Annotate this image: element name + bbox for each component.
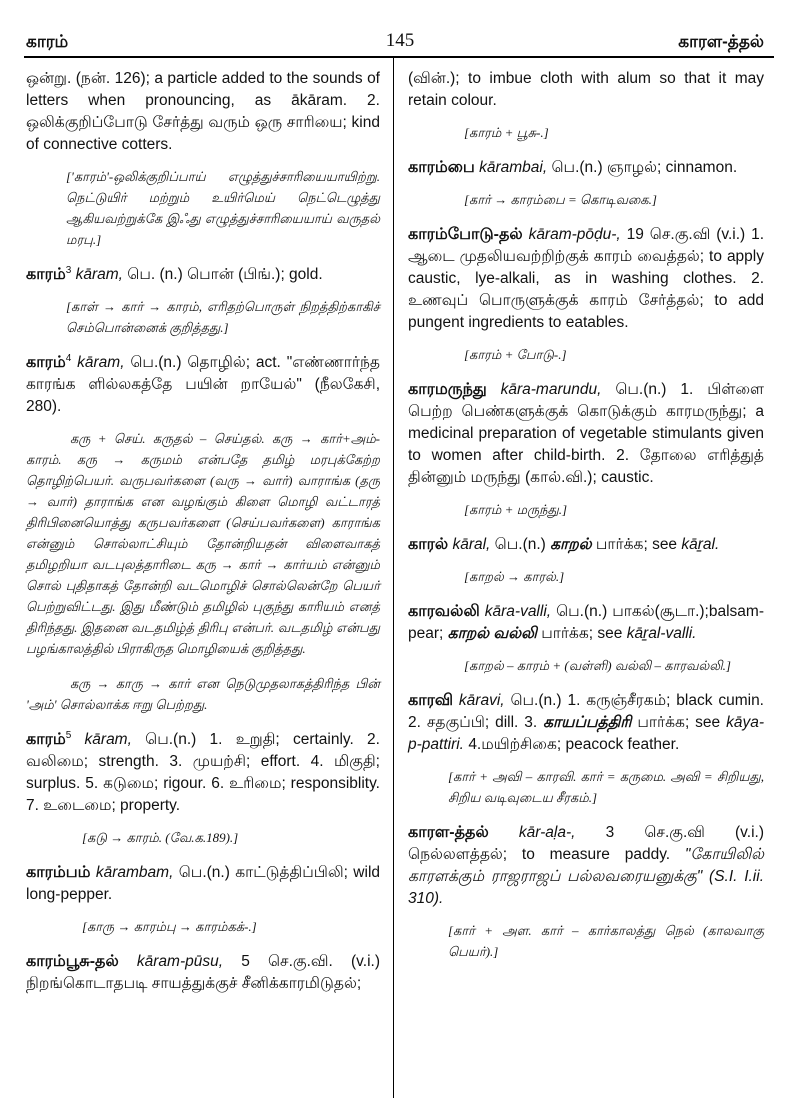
transliteration: kāram, (77, 354, 125, 371)
entry-karavi (408, 690, 764, 756)
definition: 19 செ.கு.வி (v.i.) 1. ஆடை முதலியவற்றிற்குக் காரம் வைத்தல்; to apply caustic, lye-alkali, as in washing clothes. 2. உணவுப் பொருளுக்குக் காரம் சேர்த்தல்; to add pungent ingredients to eatables. (408, 226, 764, 331)
see-text: பார்க்க; see (541, 625, 623, 642)
definition: 3 செ.கு.வி (v.i.) நெல்லளத்தல்; to measure paddy. (408, 824, 764, 863)
headword: காரள-த்தல் (408, 824, 489, 841)
running-head-left: காரம் (26, 32, 69, 51)
etymology-note: [காரம் + போடு-.] (464, 347, 567, 362)
transliteration: kārambam, (95, 864, 174, 881)
transliteration: kār-aḷa-, (518, 824, 576, 841)
headword: காரம்பம் (26, 864, 91, 881)
transliteration: kāram, (84, 731, 132, 748)
etymology-note: [காரு → காரம்பு → காரம்கக்-.] (82, 919, 257, 934)
continued-definition: (வின்.); to imbue cloth with alum so that it may retain colour. (408, 70, 764, 109)
entry-karambai (408, 157, 764, 179)
transliteration: kāram, (75, 266, 123, 283)
transliteration: kārambai, (479, 159, 548, 176)
etymology-note: [காரம் + மருந்து.] (464, 502, 568, 517)
definition: பெ.(n.) ஞாழல்; cinnamon. (551, 159, 738, 176)
transliteration: kāram-pūsu, (136, 953, 224, 970)
etymology-note: கரு + செய். கருதல் – செய்தல். கரு → கார்+அம்- காரம். கரு → கருமம் என்பதே தமிழ் மரபுக்கேற்ற தொழிற்பெயர். வருபவர்களை (வரு → வார்) வாராங்க (தரு → வார்) தாராங்க என வழங்கும் கிளை மொழி வட்டாரத் திரிபினையொத்து கருபவர்களை (செய்பவர்களை) காராங்க என்னும் சொல்லாட்சியும் தோன்றியதன் விளைவாகத் தமிழறியா வடபுலத்தாரிடை கரு → கார் → கார்யம் என்னும் சொல் புதிதாகத் தோன்றி வடமொழிச் சொல்லென்றே பெயர் பெற்றுவிட்டது. இது மீண்டும் தமிழில் புகுந்து காரியம் எனத் திரிந்தது. இதனை வடதமிழ்த் திரிபு என்பர். வடதமிழ் என்பது பழங்காலத்தில் பிராகிருத மொழியைக் குறித்தது. (26, 431, 380, 656)
transliteration: kāram-pōḍu-, (528, 226, 621, 243)
cross-reference-translit: kāya-p-pattiri. (408, 714, 764, 753)
cross-reference: காறல் (550, 536, 592, 553)
definition: பெ.(n.) 1. உறுதி; certainly. 2. வலிமை; strength. 3. முயற்சி; effort. 4. மிகுதி; surplus. 5. கடுமை; rigour. 6. உரிமை; responsiblity. 7. உடைமை; property. (26, 731, 380, 814)
transliteration: kāra-valli, (484, 603, 552, 620)
transliteration: kāral, (452, 536, 491, 553)
see-text: பார்க்க; see (595, 536, 678, 553)
entry-karampusu (26, 951, 380, 995)
homonym-number: 3 (65, 264, 72, 276)
running-head-right: காரள-த்தல் (678, 32, 764, 51)
quotation: "கோயிலில் காரளக்கும் ராஜராஜப் பல்லவரையனுக்கு" (S.I. I.ii. 310). (408, 846, 764, 907)
entry-karal (408, 534, 764, 556)
headword: காரல் (408, 536, 449, 553)
headword: காரம்பை (408, 159, 475, 176)
entry-karampodu (408, 224, 764, 334)
definition: பெ.(n.) தொழில்; act. "எண்ணார்ந்த காரங்க ளில்லகத்தே பயின் றாயேல்" (நீலகேசி, 280). (26, 354, 380, 415)
cross-reference: காறல் வல்லி (447, 625, 537, 642)
etymology-note: [காரம் + பூசு-.] (464, 125, 549, 140)
etymology-note: [கடு → காரம். (வே.க.189).] (82, 830, 239, 845)
transliteration: kāra-marundu, (500, 381, 602, 398)
header-rule (24, 56, 774, 58)
entry-karam-4 (26, 352, 380, 418)
entry-karala (408, 822, 764, 910)
headword: காரவல்லி (408, 603, 480, 620)
etymology-note: [காறல் → காரல்.] (464, 569, 565, 584)
definition: பெ.(n.) (494, 536, 546, 553)
entry-karam-5 (26, 729, 380, 817)
definition: பெ.(n.) பாகல்(சூடா.);balsam-pear; (408, 603, 764, 642)
homonym-number: 4 (65, 352, 72, 364)
etymology-note: ['காரம்'-ஒலிக்குறிப்பாய் எழுத்துச்சாரியையாயிற்று. நெட்டுயிர் மற்றும் உயிர்மெய் நெட்டெழுத்து ஆகியவற்றுக்கே இஃது எழுத்துச்சாரியையாய் வருதல் மரபு.] (66, 169, 380, 247)
definition: பெ. (n.) பொன் (பிங்.); gold. (127, 266, 323, 283)
entry-karavalli (408, 601, 764, 645)
column-divider (393, 58, 394, 1098)
see-text: பார்க்க; see (637, 714, 721, 731)
headword: காரவி (408, 692, 454, 709)
page-number: 145 (385, 30, 415, 51)
headword: காரமருந்து (408, 381, 487, 398)
headword: காரம் (26, 266, 66, 283)
definition: பெ.(n.) 1. பிள்ளை பெற்ற பெண்களுக்குக் கொடுக்கும் காரமருந்து; a medicinal preparation of vegetable stimulants given to women after child-birth. 2. தோலை எரித்துத் தின்னும் மருந்து (கால்.வி.); caustic. (408, 381, 764, 486)
transliteration: kāravi, (458, 692, 505, 709)
etymology-note: கரு → காரு → கார் என நெடுமுதலாகத்திரிந்த பின் 'அம்' சொல்லாக்க ஈறு பெற்றது. (26, 676, 380, 712)
entry-karam-3 (26, 264, 380, 286)
left-column (26, 68, 380, 1005)
cross-reference: காயப்பத்திரி (543, 714, 632, 731)
homonym-number: 5 (65, 729, 72, 741)
headword: காரம்பூசு-தல் (26, 953, 119, 970)
etymology-note: [கார் → காரம்பை = கொடிவகை.] (464, 192, 657, 207)
cross-reference-translit: kāṟal. (681, 536, 720, 553)
definition: 5 செ.கு.வி. (v.i.) நிறங்கொடாதபடி சாயத்துக்குச் சீனிக்காரமிடுதல்; (26, 953, 380, 992)
right-column (408, 68, 764, 976)
cross-reference-translit: kāṟal-valli. (626, 625, 697, 642)
definition-continued: 4.மயிற்சிகை; peacock feather. (468, 736, 680, 753)
etymology-note: [கார் + அவி – காரவி. கார் = கருமை. அவி = சிறியது, சிறிய வடிவுடைய சீரகம்.] (448, 769, 764, 805)
etymology-note: [காறல் – காரம் + (வள்ளி) வல்லி – காரவல்லி.] (464, 658, 731, 673)
etymology-note: [காள் → கார் → காரம், எரிதற்பொருள் நிறத்திற்காகிச் செம்பொன்னைக் குறித்தது.] (66, 299, 380, 335)
continued-definition: ஒன்று. (நன். 126); a particle added to the sounds of letters when pronouncing, as ākāram. 2. ஒலிக்குறிப்போடு சேர்த்து வரும் ஒரு சாரியை; kind of connective cotters. (26, 70, 380, 153)
definition: பெ.(n.) 1. கருஞ்சீரகம்; black cumin. 2. சதகுப்பி; dill. 3. (408, 692, 764, 731)
entry-karambam (26, 862, 380, 906)
entry-karamarundu (408, 379, 764, 489)
headword: காரம்போடு-தல் (408, 226, 523, 243)
headword: காரம் (26, 731, 66, 748)
etymology-note: [கார் + அள. கார் – கார்காலத்து நெல் (காலவாகு பெயர்).] (448, 923, 764, 959)
definition: பெ.(n.) காட்டுத்திப்பிலி; wild long-pepper. (26, 864, 381, 903)
headword: காரம் (26, 354, 66, 371)
